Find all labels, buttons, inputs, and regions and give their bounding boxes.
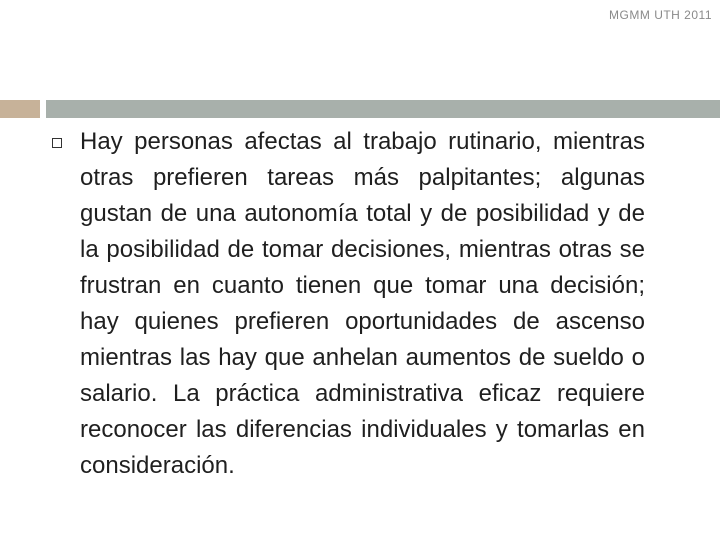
decorative-rule-right bbox=[46, 100, 720, 118]
slide-header: MGMM UTH 2011 bbox=[609, 8, 712, 22]
decorative-rule-left bbox=[0, 100, 40, 118]
square-bullet-icon bbox=[52, 138, 62, 148]
bullet-paragraph: Hay personas afectas al trabajo rutinario, mientras otras prefieren tareas más palpitantes; algunas gustan de una autonomía total y de posibilidad y de la posibilidad de tomar decisiones, mientras otras se frustran en cuanto tienen que tomar una decisión; hay quienes prefieren oportunidades de ascenso mientras las hay que anhelan aumentos de sueldo o salario. La práctica administrativa eficaz requiere reconocer las diferencias individuales y tomarlas en consideración. bbox=[80, 128, 645, 479]
